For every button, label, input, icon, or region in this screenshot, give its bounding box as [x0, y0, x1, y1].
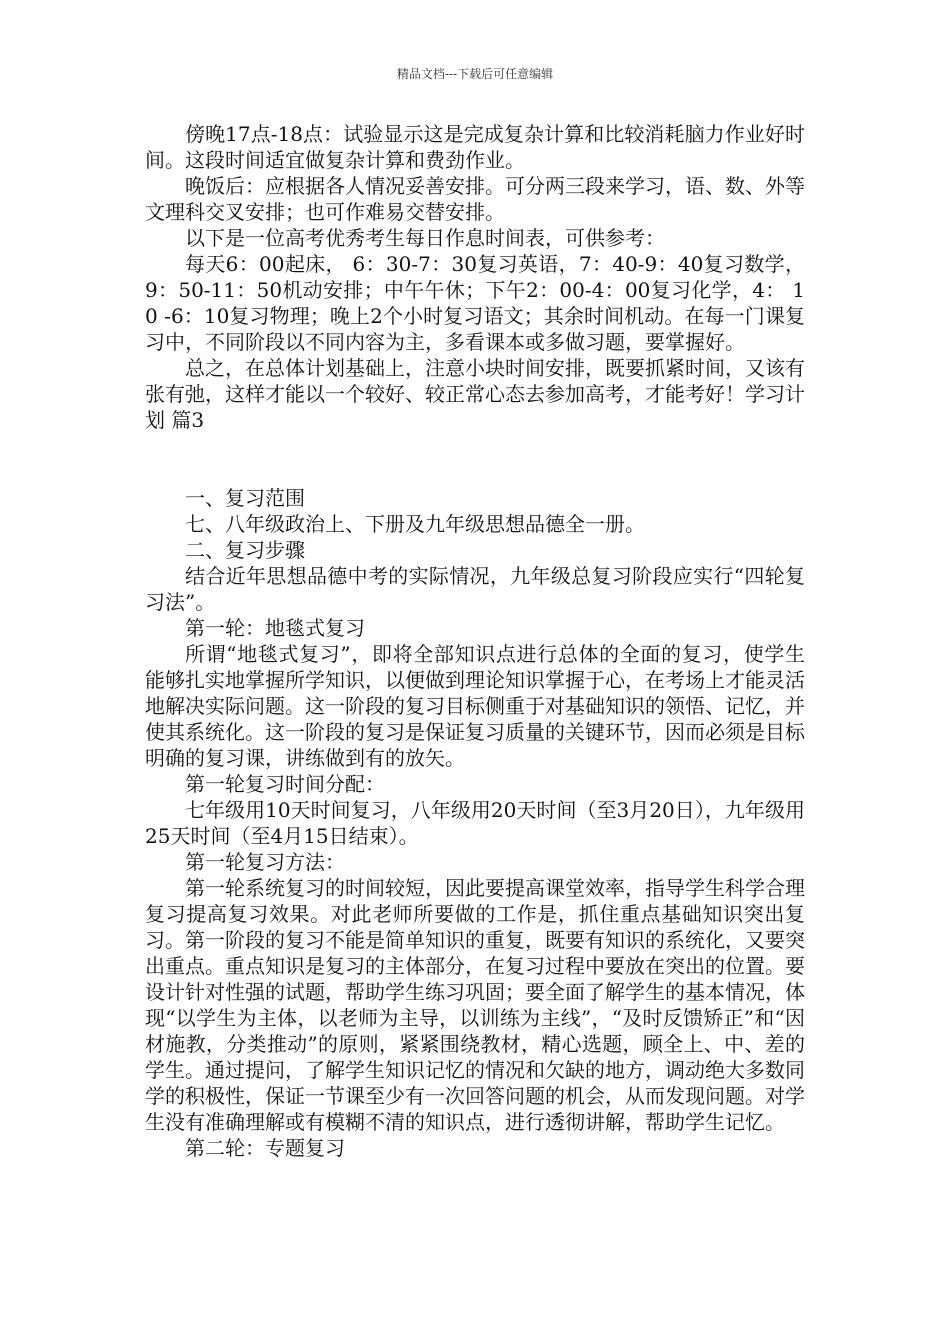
paragraph-daily-schedule: 每天6：00起床， 6：30-7：30复习英语，7：40-9：40复习数学，9：50-11：50机动安排；中午午休；下午2：00-4：00复习化学，4： 10 -6：10复习物理；晚上2个小时复习语文；其余时间机动。在每一门课复习中，不同阶段以不同内容为主，多看课本或多做习题，要掌握好。: [145, 252, 805, 354]
paragraph-review-scope: 七、八年级政治上、下册及九年级思想品德全一册。: [185, 512, 645, 536]
heading-first-round-time: 第一轮复习时间分配：: [185, 772, 385, 796]
heading-review-scope: 一、复习范围: [185, 486, 305, 510]
heading-first-round: 第一轮：地毯式复习: [185, 616, 365, 640]
section-gap: [145, 433, 805, 485]
paragraph-carpet-review: 所谓“地毯式复习”，即将全部知识点进行总体的全面的复习，使学生能够扎实地掌握所学知识，以便做到理论知识掌握于心，在考场上才能灵活地解决实际问题。这一阶段的复习目标侧重于对基础知识的领悟、记忆，并使其系统化。这一阶段的复习是保证复习质量的关键环节，因而必须是目标明确的复习课，讲练做到有的放矢。: [145, 642, 805, 770]
document-body: [145, 121, 805, 1161]
paragraph-four-round-method: 结合近年思想品德中考的实际情况，九年级总复习阶段应实行“四轮复习法”。: [145, 564, 805, 614]
paragraph-evening-study: 傍晚17点-18点：试验显示这是完成复杂计算和比较消耗脑力作业好时间。这段时间适宜做复杂计算和费劲作业。: [145, 122, 805, 172]
heading-review-steps: 二、复习步骤: [185, 538, 305, 562]
paragraph-first-round-time: 七年级用10天时间复习，八年级用20天时间（至3月20日），九年级用25天时间（至4月15日结束）。: [145, 798, 805, 848]
paragraph-summary: 总之，在总体计划基础上，注意小块时间安排，既要抓紧时间，又该有张有弛，这样才能以一个较好、较正常心态去参加高考，才能考好！学习计划 篇3: [145, 356, 805, 432]
paragraph-schedule-intro: 以下是一位高考优秀考生每日作息时间表，可供参考：: [185, 226, 665, 250]
paragraph-after-dinner: 晚饭后：应根据各人情况妥善安排。可分两三段来学习，语、数、外等文理科交叉安排；也可作难易交替安排。: [145, 174, 805, 224]
heading-first-round-method: 第一轮复习方法：: [185, 850, 345, 874]
page-header: 精品文档---下载后可任意编辑: [396, 67, 554, 81]
heading-second-round: 第二轮：专题复习: [185, 1136, 345, 1160]
paragraph-first-round-method: 第一轮系统复习的时间较短，因此要提高课堂效率，指导学生科学合理复习提高复习效果。对此老师所要做的工作是，抓住重点基础知识突出复习。第一阶段的复习不能是简单知识的重复，既要有知识的系统化，又要突出重点。重点知识是复习的主体部分，在复习过程中要放在突出的位置。要设计针对性强的试题，帮助学生练习巩固；要全面了解学生的基本情况，体现“以学生为主体，以老师为主导，以训练为主线”，“及时反馈矫正”和“因材施教，分类推动”的原则，紧紧围绕教材，精心选题，顾全上、中、差的学生。通过提问，了解学生知识记忆的情况和欠缺的地方，调动绝大多数同学的积极性，保证一节课至少有一次回答问题的机会，从而发现问题。对学生没有准确理解或有模糊不清的知识点，进行透彻讲解，帮助学生记忆。: [145, 876, 805, 1134]
